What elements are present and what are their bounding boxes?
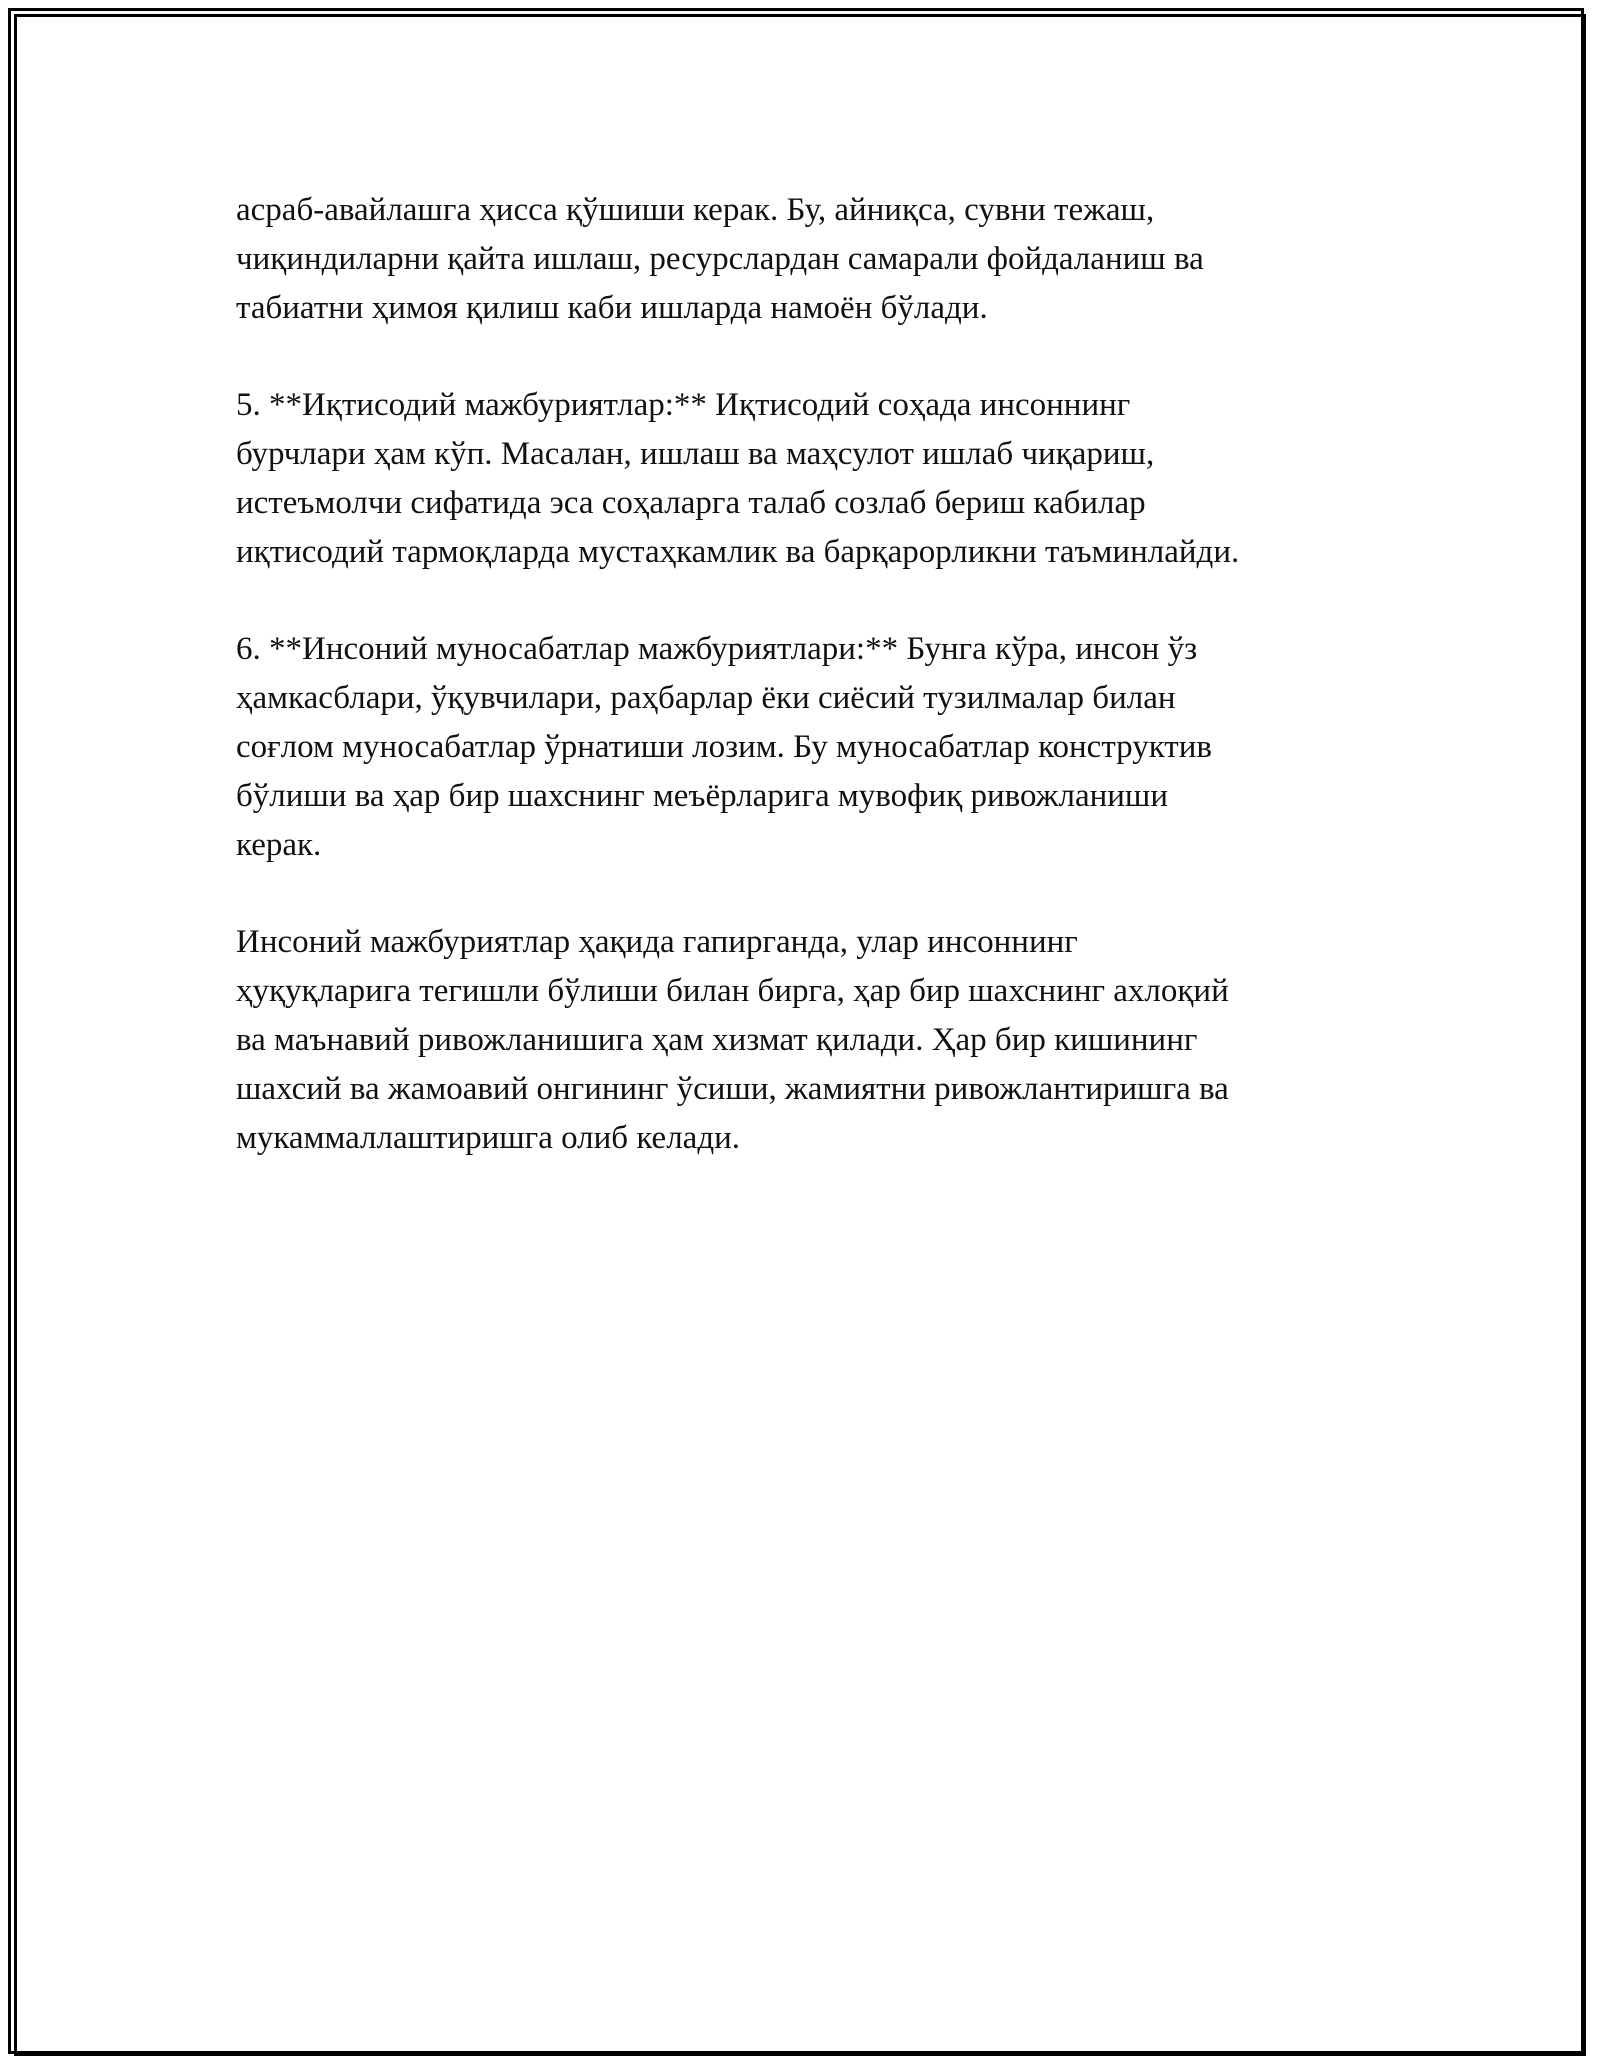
document-body [236,186,1366,1211]
paragraph-environment-continuation: асраб-авайлашга ҳисса қўшиши керак. Бу, айниқса, сувни тежаш, чиқиндиларни қайта ишлаш, ресурслардан самарали фойдаланиш ва табиатни ҳимоя қилиш каби ишларда намоён бўлади. [236,192,1204,326]
paragraph-human-relations-obligations: 6. **Инсоний муносабатлар мажбуриятлари:** Бунга кўра, инсон ўз ҳамкасблари, ўқувчилари, раҳбарлар ёки сиёсий тузилмалар билан соғлом муносабатлар ўрнатиши лозим. Бу муносабатлар конструктив бўлиши ва ҳар бир шахснинг меъёрларига мувофиқ ривожланиши керак. [236,631,1212,863]
paragraph-economic-obligations: 5. **Иқтисодий мажбуриятлар:** Иқтисодий соҳада инсоннинг бурчлари ҳам кўп. Масалан, ишлаш ва маҳсулот ишлаб чиқариш, истеъмолчи сифатида эса соҳаларга талаб созлаб бериш кабилар иқтисодий тармоқларда мустаҳкамлик ва барқарорликни таъминлайди. [236,387,1240,570]
paragraph-conclusion: Инсоний мажбуриятлар ҳақида гапирганда, улар инсоннинг ҳуқуқларига тегишли бўлиши билан бирга, ҳар бир шахснинг ахлоқий ва маънавий ривожланишига ҳам хизмат қилади. Ҳар бир кишининг шахсий ва жамоавий онгининг ўсиши, жамиятни ривожлантиришга ва мукаммаллаштиришга олиб келади. [236,924,1229,1156]
